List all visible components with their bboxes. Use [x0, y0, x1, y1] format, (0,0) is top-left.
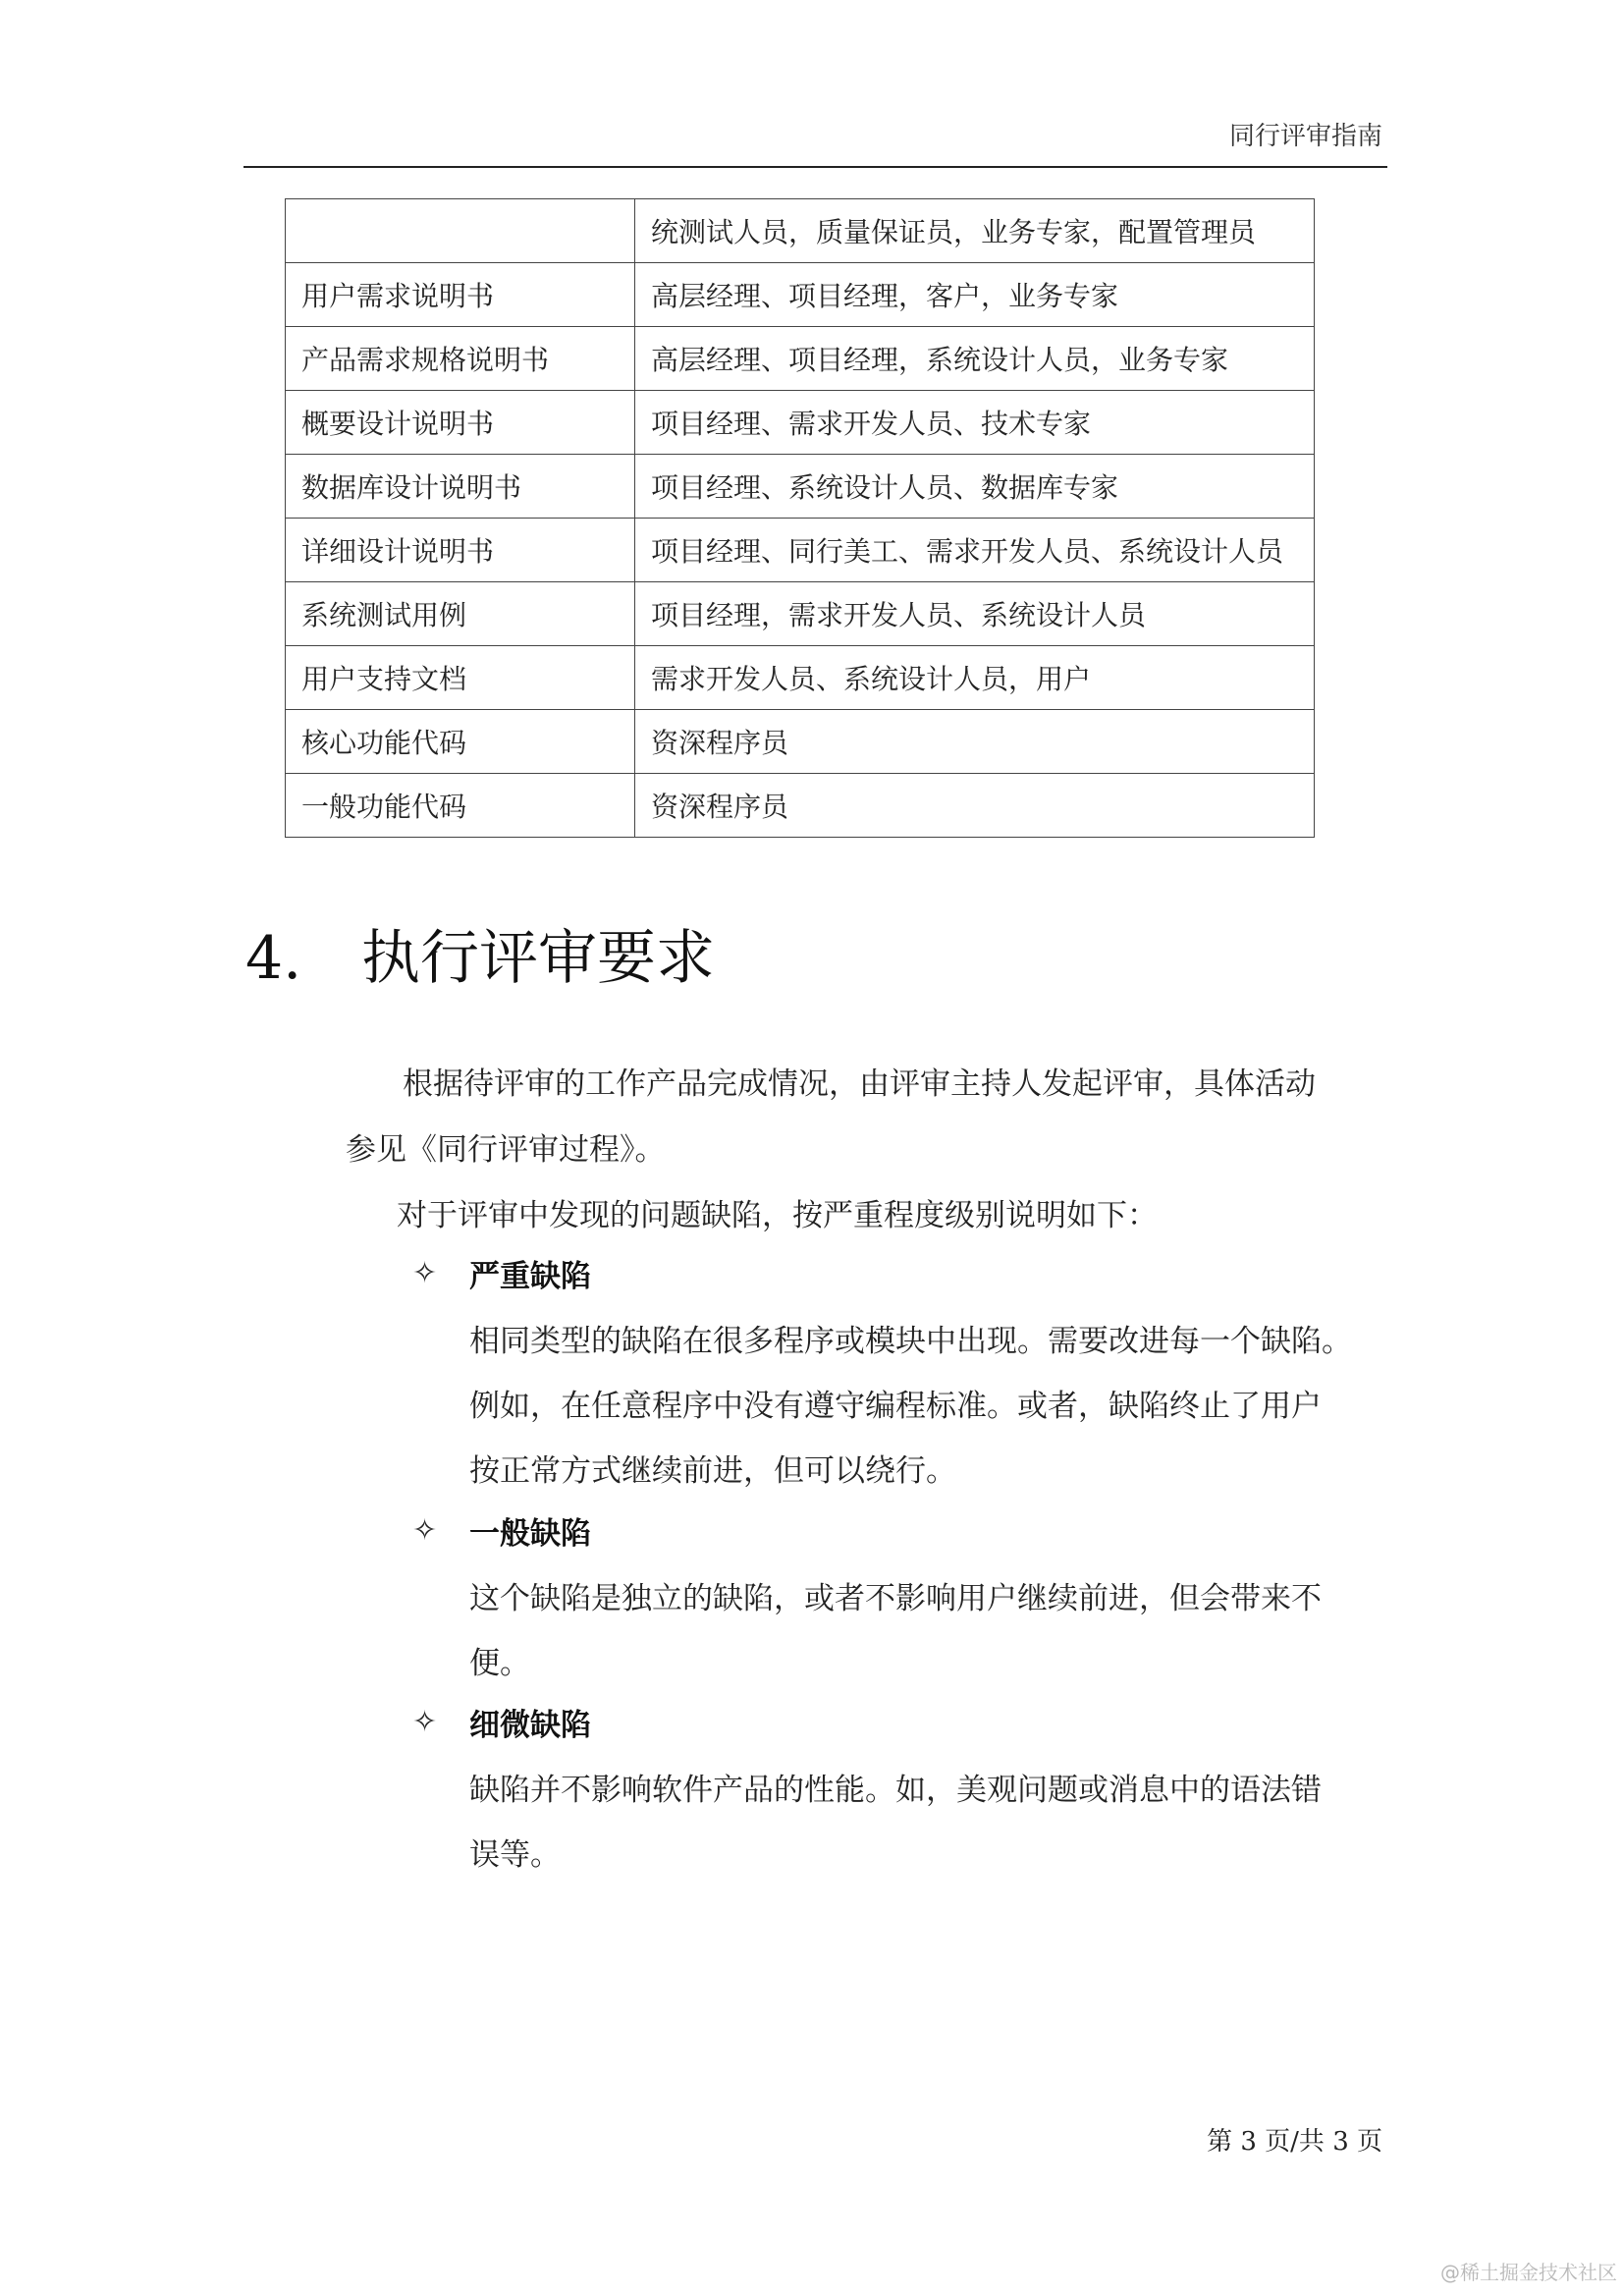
defect-description-line: 这个缺陷是独立的缺陷，或者不影响用户继续前进，但会带来不 — [469, 1581, 1322, 1616]
table-row — [286, 519, 1315, 582]
page-number: 第 3 页/共 3 页 — [1207, 2127, 1382, 2157]
reviewers-cell: 项目经理、系统设计人员、数据库专家 — [635, 455, 1315, 519]
intro-paragraph-line: 根据待评审的工作产品完成情况，由评审主持人发起评审，具体活动 — [403, 1066, 1316, 1102]
defect-description-line: 缺陷并不影响软件产品的性能。如，美观问题或消息中的语法错 — [469, 1773, 1322, 1808]
diamond-bullet-icon: ✧ — [412, 1256, 438, 1290]
header-divider — [243, 166, 1387, 168]
table-row — [286, 582, 1315, 646]
section-heading — [245, 911, 715, 996]
artifact-cell: 详细设计说明书 — [286, 519, 635, 582]
artifact-cell: 用户需求说明书 — [286, 263, 635, 327]
defect-description-line: 相同类型的缺陷在很多程序或模块中出现。需要改进每一个缺陷。 — [469, 1324, 1352, 1359]
watermark: @稀土掘金技术社区 — [1440, 2261, 1617, 2284]
defect-title: 一般缺陷 — [469, 1516, 591, 1552]
artifact-cell: 用户支持文档 — [286, 646, 635, 710]
defect-title: 严重缺陷 — [469, 1259, 591, 1294]
artifact-cell: 概要设计说明书 — [286, 391, 635, 455]
reviewers-cell: 高层经理、项目经理，系统设计人员，业务专家 — [635, 327, 1315, 391]
reviewers-cell: 项目经理、需求开发人员、技术专家 — [635, 391, 1315, 455]
reviewers-cell: 项目经理，需求开发人员、系统设计人员 — [635, 582, 1315, 646]
intro-paragraph-line: 参见《同行评审过程》。 — [346, 1132, 666, 1168]
table-row — [286, 455, 1315, 519]
reviewers-cell: 高层经理、项目经理，客户，业务专家 — [635, 263, 1315, 327]
reviewers-cell: 资深程序员 — [635, 710, 1315, 774]
defect-description-line: 误等。 — [469, 1837, 561, 1873]
artifact-cell: 一般功能代码 — [286, 774, 635, 838]
defect-title: 细微缺陷 — [469, 1708, 591, 1743]
defect-intro: 对于评审中发现的问题缺陷，按严重程度级别说明如下： — [397, 1198, 1158, 1233]
section-title: 执行评审要求 — [361, 924, 715, 993]
table-row — [286, 327, 1315, 391]
defect-heading-minor — [412, 1700, 591, 1744]
artifact-cell: 产品需求规格说明书 — [286, 327, 635, 391]
artifact-cell: 核心功能代码 — [286, 710, 635, 774]
defect-heading-general — [412, 1508, 591, 1553]
reviewers-cell: 需求开发人员、系统设计人员，用户 — [635, 646, 1315, 710]
defect-description-line: 便。 — [469, 1646, 530, 1681]
table-row — [286, 774, 1315, 838]
defect-heading-severe — [412, 1251, 591, 1295]
defect-description-line: 按正常方式继续前进，但可以绕行。 — [469, 1453, 956, 1489]
diamond-bullet-icon: ✧ — [412, 1705, 438, 1739]
reviewers-cell: 资深程序员 — [635, 774, 1315, 838]
header-title: 同行评审指南 — [1228, 122, 1382, 151]
reviewers-cell: 项目经理、同行美工、需求开发人员、系统设计人员 — [635, 519, 1315, 582]
reviewers-cell: 统测试人员，质量保证员，业务专家，配置管理员 — [635, 199, 1315, 263]
artifact-cell: 系统测试用例 — [286, 582, 635, 646]
table-row — [286, 199, 1315, 263]
table-row — [286, 710, 1315, 774]
section-number: 4. — [245, 924, 302, 993]
artifact-cell — [286, 199, 635, 263]
review-participants-table — [285, 198, 1315, 838]
table-row — [286, 263, 1315, 327]
artifact-cell: 数据库设计说明书 — [286, 455, 635, 519]
table-row — [286, 646, 1315, 710]
defect-description-line: 例如，在任意程序中没有遵守编程标准。或者，缺陷终止了用户 — [469, 1389, 1322, 1424]
table-row — [286, 391, 1315, 455]
diamond-bullet-icon: ✧ — [412, 1513, 438, 1548]
